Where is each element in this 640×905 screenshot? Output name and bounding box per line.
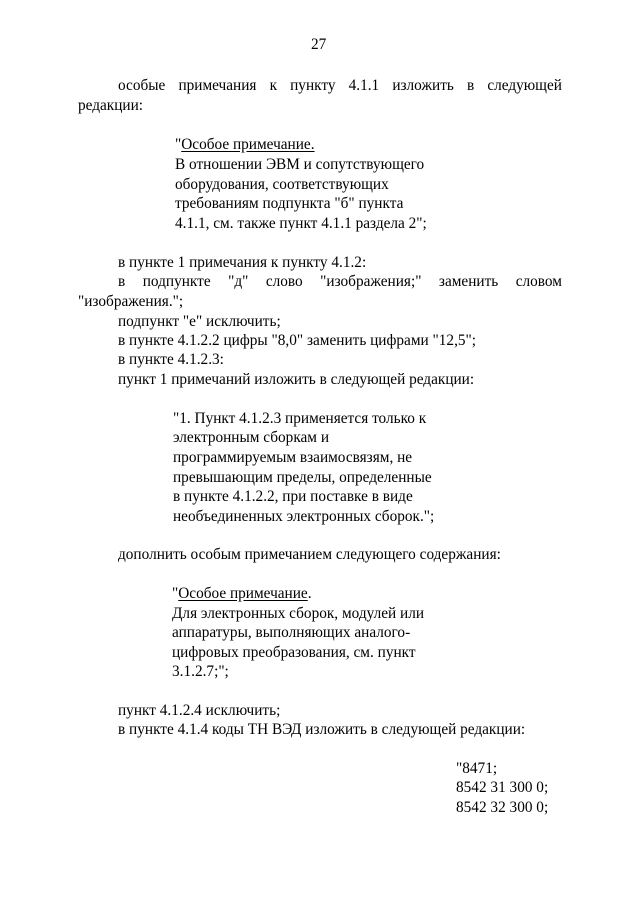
block-2-line-3: подпункт "е" исключить; <box>118 313 281 330</box>
quote-1-heading <box>175 137 315 152</box>
paragraph-1-line-1 <box>118 78 562 93</box>
block-2-line-2-continuation: "изображения."; <box>78 293 184 310</box>
quote-2-line: необъединенных электронных сборок."; <box>173 508 435 525</box>
code-line: "8471; <box>456 760 498 777</box>
quote-2-line: электронным сборкам и <box>173 429 330 446</box>
word: особые <box>118 77 166 94</box>
block-2-line-4: в пункте 4.1.2.2 цифры "8,0" заменить цифрами "12,5"; <box>118 332 477 349</box>
word: "д" <box>228 273 249 290</box>
word: заменить <box>438 273 499 290</box>
code-line: 8542 31 300 0; <box>456 779 549 796</box>
quote-1-line: 4.1.1, см. также пункт 4.1.1 раздела 2"; <box>175 215 427 232</box>
word: в <box>118 273 126 290</box>
block-2-line-5: в пункте 4.1.2.3: <box>118 351 224 368</box>
open-quote: " <box>175 136 182 153</box>
word: в <box>466 77 475 94</box>
word: изложить <box>392 77 454 94</box>
word: слово <box>265 273 303 290</box>
special-note-heading: Особое примечание. <box>181 136 315 153</box>
quote-3-line: 3.1.2.7;"; <box>172 663 229 680</box>
block-2-line-1: в пункте 1 примечания к пункту 4.1.2: <box>118 254 367 271</box>
block-4-line-2: в пункте 4.1.4 коды ТН ВЭД изложить в следующей редакции: <box>118 721 526 738</box>
quote-1-line: В отношении ЭВМ и сопутствующего <box>175 156 425 173</box>
paragraph-1-line-2: редакции: <box>78 97 144 114</box>
word: примечания <box>178 77 257 94</box>
word: 4.1.1 <box>348 77 380 94</box>
special-note-heading: Особое примечание <box>178 585 308 602</box>
block-3-line-1: дополнить особым примечанием следующего содержания: <box>118 546 501 563</box>
quote-2-line: превышающим пределы, определенные <box>173 469 432 486</box>
quote-1-line: оборудования, соответствующих <box>175 176 389 193</box>
quote-2-line: в пункте 4.1.2.2, при поставке в виде <box>173 488 413 505</box>
word: следующей <box>487 77 562 94</box>
word: к <box>269 77 277 94</box>
code-line: 8542 32 300 0; <box>456 799 549 816</box>
quote-3-line: цифровых преобразования, см. пункт <box>172 644 416 661</box>
word: подпункте <box>142 273 211 290</box>
quote-2-line: "1. Пункт 4.1.2.3 применяется только к <box>173 410 427 427</box>
word: "изображения;" <box>320 273 422 290</box>
heading-period: . <box>307 585 312 602</box>
page-number: 27 <box>311 36 327 53</box>
quote-3-line: аппаратуры, выполняющих аналого- <box>172 624 411 641</box>
quote-2-line: программируемым взаимосвязям, не <box>173 449 413 466</box>
quote-3-line: Для электронных сборок, модулей или <box>172 605 425 622</box>
quote-1-line: требованиям подпункта "б" пункта <box>175 195 404 212</box>
quote-3-heading <box>172 586 312 601</box>
block-2-line-6: пункт 1 примечаний изложить в следующей редакции: <box>118 371 475 388</box>
word: пункту <box>290 77 336 94</box>
block-4-line-1: пункт 4.1.2.4 исключить; <box>118 702 281 719</box>
word: словом <box>515 273 562 290</box>
block-2-line-2 <box>118 274 562 289</box>
open-quote: " <box>172 585 179 602</box>
